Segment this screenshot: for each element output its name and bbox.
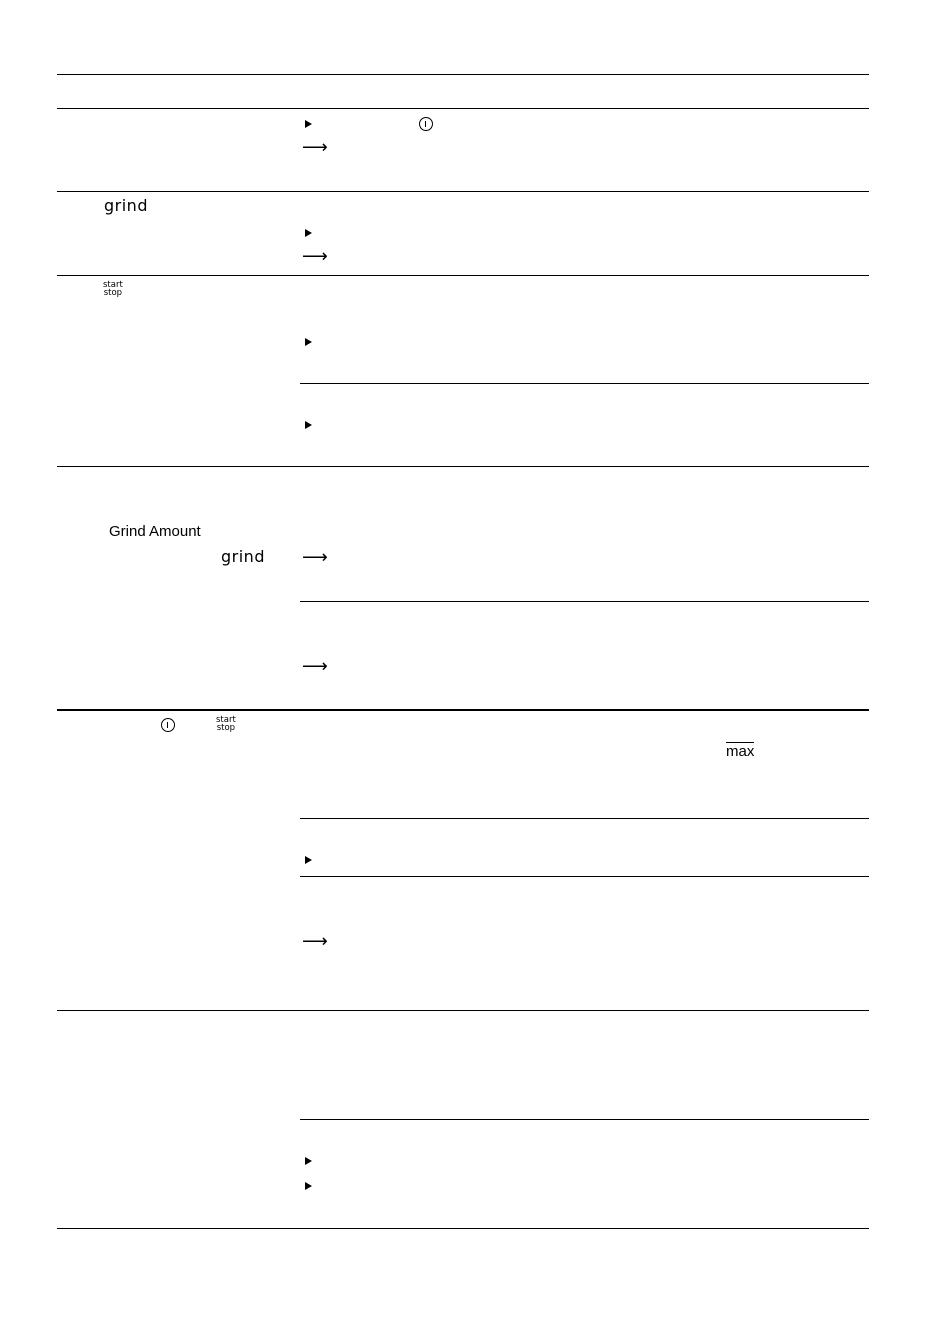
sub-divider-5a — [300, 818, 869, 819]
sub-divider-3a — [300, 383, 869, 384]
max-mark: max — [726, 743, 755, 760]
triangle-bullet-icon — [305, 421, 312, 429]
triangle-bullet-icon — [305, 856, 312, 864]
row-divider-2 — [57, 275, 869, 276]
triangle-bullet-icon — [305, 1157, 312, 1165]
row-divider-1 — [57, 191, 869, 192]
table-bottom-rule — [57, 1228, 869, 1229]
triangle-bullet-icon — [305, 120, 312, 128]
arrow-right-icon: ⟶ — [302, 246, 328, 267]
table-top-rule — [57, 74, 869, 75]
stop-text: stop — [103, 288, 123, 298]
arrow-right-icon: ⟶ — [302, 656, 328, 677]
start-text: start — [103, 280, 123, 290]
stop-text: stop — [216, 723, 236, 733]
start-text: start — [216, 715, 236, 725]
grind-amount-label: Grind Amount — [109, 523, 201, 540]
sub-divider-6a — [300, 1119, 869, 1120]
power-button-icon — [161, 718, 175, 732]
triangle-bullet-icon — [305, 338, 312, 346]
sub-divider-5b — [300, 876, 869, 877]
row-divider-3 — [57, 466, 869, 467]
row-divider-5 — [57, 1010, 869, 1011]
start-stop-icon — [103, 281, 123, 297]
arrow-right-icon: ⟶ — [302, 547, 328, 568]
sub-divider-4a — [300, 601, 869, 602]
triangle-bullet-icon — [305, 1182, 312, 1190]
start-stop-icon — [216, 716, 236, 732]
arrow-right-icon: ⟶ — [302, 137, 328, 158]
grind-label: grind — [104, 196, 148, 215]
triangle-bullet-icon — [305, 229, 312, 237]
power-button-icon — [419, 117, 433, 131]
row-divider-4 — [57, 709, 869, 711]
grind-label: grind — [221, 547, 265, 566]
header-rule — [57, 108, 869, 109]
arrow-right-icon: ⟶ — [302, 931, 328, 952]
